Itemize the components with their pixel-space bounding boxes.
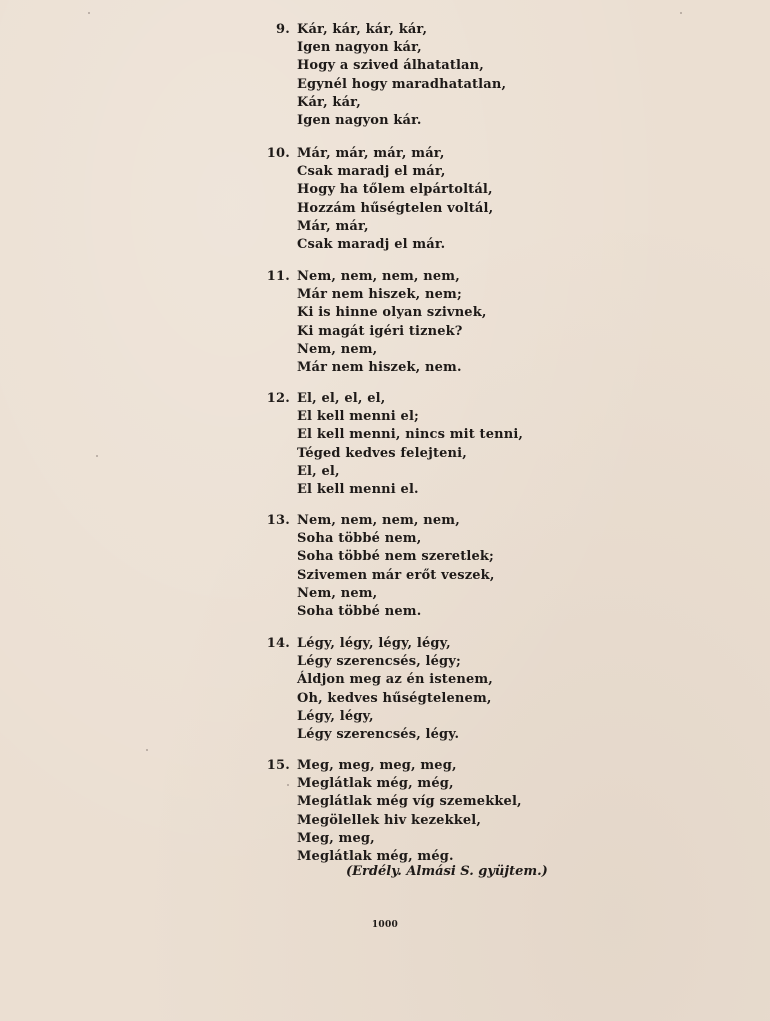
stanza-lines bbox=[297, 757, 522, 866]
verse-line: Meg, meg, bbox=[297, 830, 375, 846]
verse-line: Csak maradj el már, bbox=[297, 164, 446, 180]
stanza-lines bbox=[297, 512, 495, 621]
paper-speck bbox=[146, 749, 148, 751]
verse-line: Soha többé nem. bbox=[297, 604, 422, 620]
verse-line: Téged kedves felejteni, bbox=[297, 445, 467, 461]
stanza-lines bbox=[297, 268, 487, 377]
stanza-lines bbox=[297, 21, 506, 130]
verse-line: Megölellek hiv kezekkel, bbox=[297, 812, 482, 828]
verse-line: Már, már, bbox=[297, 218, 369, 234]
verse-line: Légy szerencsés, légy. bbox=[297, 727, 460, 743]
verse-line: Áldjon meg az én istenem, bbox=[297, 672, 493, 688]
verse-line: Egynél hogy maradhatatlan, bbox=[297, 76, 507, 92]
verse-line: Meglátlak még, még, bbox=[297, 776, 454, 792]
stanza-number: 9. bbox=[276, 22, 290, 37]
verse-line: Igen nagyon kár. bbox=[297, 113, 422, 129]
paper-speck bbox=[88, 12, 90, 14]
verse-line: Ki is hinne olyan szivnek, bbox=[297, 305, 487, 321]
stanza-number: 13. bbox=[266, 513, 290, 528]
verse-line: Hozzám hűségtelen voltál, bbox=[297, 200, 494, 216]
verse-line: El, el, bbox=[297, 463, 340, 479]
verse-line: El kell menni el; bbox=[297, 409, 420, 425]
stanza-lines bbox=[297, 145, 493, 254]
verse-line: Hogy a szived álhatatlan, bbox=[297, 58, 484, 74]
verse-line: Soha többé nem szeretlek; bbox=[297, 549, 494, 565]
verse-line: Légy, légy, bbox=[297, 708, 374, 724]
verse-line: Kár, kár, kár, kár, bbox=[297, 22, 428, 37]
verse-line: Meglátlak még víg szemekkel, bbox=[297, 794, 522, 810]
verse-line: Már, már, már, már, bbox=[297, 146, 445, 161]
stanza-number: 15. bbox=[266, 758, 290, 773]
stanza-number: 11. bbox=[266, 269, 290, 284]
verse-line: Nem, nem, nem, nem, bbox=[297, 513, 460, 528]
verse-line: Szivemen már erőt veszek, bbox=[297, 567, 495, 583]
verse-line: Légy, légy, légy, légy, bbox=[297, 636, 451, 651]
verse-line: Már nem hiszek, nem. bbox=[297, 360, 462, 376]
verse-line: Meg, meg, meg, meg, bbox=[297, 758, 457, 773]
source-attribution: (Erdély. Almási S. gyüjtem.) bbox=[346, 864, 548, 879]
stanza-number: 14. bbox=[266, 636, 290, 651]
paper-speck bbox=[322, 518, 324, 520]
verse-line: Soha többé nem, bbox=[297, 531, 422, 547]
verse-line: Nem, nem, bbox=[297, 585, 378, 601]
stanza-lines bbox=[297, 390, 523, 499]
stanza-lines bbox=[297, 635, 493, 744]
stanza-number: 12. bbox=[266, 391, 290, 406]
verse-line: Csak maradj el már. bbox=[297, 237, 446, 253]
verse-line: El kell menni el. bbox=[297, 482, 419, 498]
stanza-number: 10. bbox=[266, 146, 290, 161]
verse-line: Hogy ha tőlem elpártoltál, bbox=[297, 182, 493, 198]
verse-line: Nem, nem, bbox=[297, 341, 378, 357]
verse-line: Oh, kedves hűségtelenem, bbox=[297, 690, 492, 706]
verse-line: Kár, kár, bbox=[297, 94, 361, 110]
verse-line: Már nem hiszek, nem; bbox=[297, 287, 462, 303]
verse-line: Meglátlak még, még. bbox=[297, 849, 454, 865]
verse-line: Igen nagyon kár, bbox=[297, 40, 422, 56]
verse-line: Nem, nem, nem, nem, bbox=[297, 269, 460, 284]
paper-speck bbox=[96, 455, 98, 457]
verse-line: El, el, el, el, bbox=[297, 391, 386, 406]
paper-speck bbox=[287, 784, 289, 786]
verse-line: El kell menni, nincs mit tenni, bbox=[297, 427, 524, 443]
paper-speck bbox=[680, 12, 682, 14]
page-number: 1000 bbox=[371, 920, 399, 930]
verse-line: Ki magát igéri tiznek? bbox=[297, 323, 463, 339]
verse-line: Légy szerencsés, légy; bbox=[297, 654, 461, 670]
